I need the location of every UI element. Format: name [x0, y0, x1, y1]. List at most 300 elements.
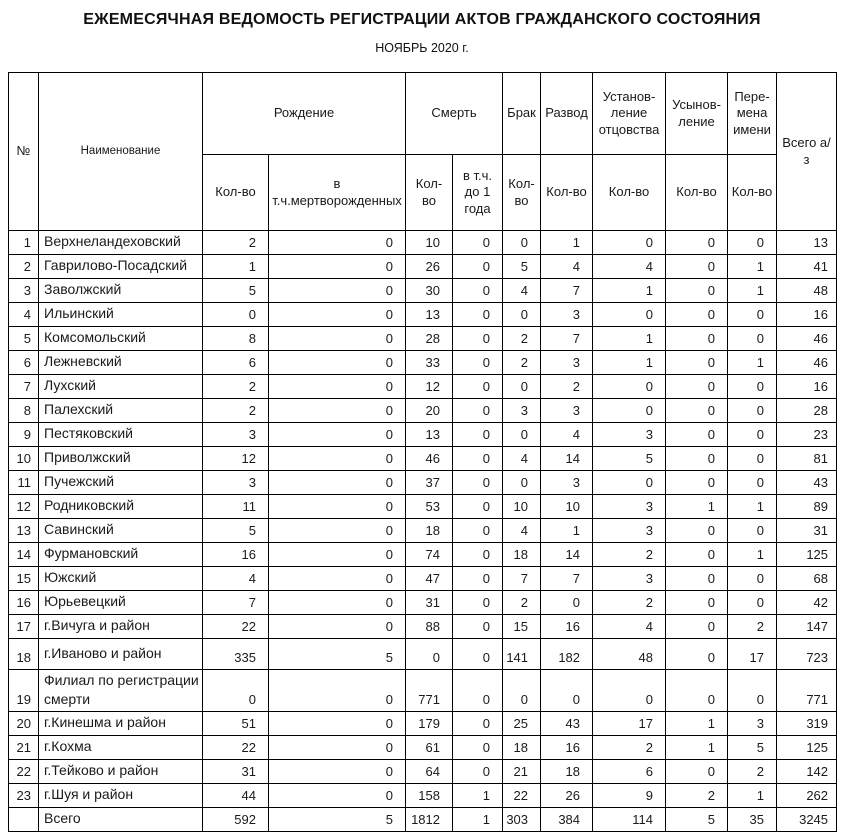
- value-cell: 0: [269, 471, 406, 495]
- value-cell: 1: [728, 255, 777, 279]
- value-cell: 2: [503, 351, 541, 375]
- value-cell: 43: [777, 471, 837, 495]
- value-cell: 22: [203, 736, 269, 760]
- value-cell: 47: [406, 567, 453, 591]
- value-cell: 0: [453, 639, 503, 670]
- value-cell: 64: [406, 760, 453, 784]
- value-cell: 0: [593, 375, 666, 399]
- table-row: [9, 639, 837, 670]
- value-cell: 81: [777, 447, 837, 471]
- value-cell: 0: [269, 303, 406, 327]
- header-name-change-count: Кол-во: [728, 155, 777, 231]
- value-cell: 5: [503, 255, 541, 279]
- value-cell: 10: [406, 231, 453, 255]
- value-cell: 158: [406, 784, 453, 808]
- value-cell: 4: [503, 519, 541, 543]
- name-cell: Фурмановский: [39, 543, 203, 567]
- value-cell: 21: [503, 760, 541, 784]
- value-cell: 0: [541, 591, 593, 615]
- value-cell: 61: [406, 736, 453, 760]
- value-cell: 0: [453, 736, 503, 760]
- value-cell: 0: [666, 471, 728, 495]
- value-cell: 31: [203, 760, 269, 784]
- value-cell: 0: [453, 567, 503, 591]
- value-cell: 1: [593, 351, 666, 375]
- header-paternity-count: Кол-во: [593, 155, 666, 231]
- value-cell: 5: [728, 736, 777, 760]
- value-cell: 4: [203, 567, 269, 591]
- name-cell: г.Кинешма и район: [39, 712, 203, 736]
- value-cell: 0: [666, 231, 728, 255]
- value-cell: 319: [777, 712, 837, 736]
- value-cell: 0: [728, 399, 777, 423]
- value-cell: 114: [593, 808, 666, 832]
- value-cell: 8: [203, 327, 269, 351]
- value-cell: 3: [203, 471, 269, 495]
- row-number-cell: 18: [9, 639, 39, 670]
- value-cell: 1: [593, 279, 666, 303]
- value-cell: 2: [666, 784, 728, 808]
- value-cell: 0: [453, 615, 503, 639]
- value-cell: 37: [406, 471, 453, 495]
- value-cell: 0: [503, 231, 541, 255]
- row-number-cell: 19: [9, 670, 39, 712]
- value-cell: 2: [503, 327, 541, 351]
- value-cell: 5: [593, 447, 666, 471]
- value-cell: 9: [593, 784, 666, 808]
- value-cell: 7: [541, 327, 593, 351]
- value-cell: 723: [777, 639, 837, 670]
- value-cell: 89: [777, 495, 837, 519]
- value-cell: 25: [503, 712, 541, 736]
- value-cell: 0: [453, 447, 503, 471]
- value-cell: 0: [593, 231, 666, 255]
- row-number-cell: 23: [9, 784, 39, 808]
- value-cell: 0: [453, 279, 503, 303]
- value-cell: 0: [666, 399, 728, 423]
- value-cell: 0: [269, 736, 406, 760]
- table-row: [9, 399, 837, 423]
- value-cell: 3: [593, 567, 666, 591]
- value-cell: 0: [269, 519, 406, 543]
- value-cell: 26: [541, 784, 593, 808]
- header-birth-count: Кол-во: [203, 155, 269, 231]
- table-header: [9, 73, 837, 231]
- value-cell: 3: [203, 423, 269, 447]
- table-row: [9, 375, 837, 399]
- value-cell: 4: [541, 423, 593, 447]
- value-cell: 18: [541, 760, 593, 784]
- value-cell: 5: [666, 808, 728, 832]
- value-cell: 303: [503, 808, 541, 832]
- value-cell: 0: [453, 543, 503, 567]
- header-row-number: №: [9, 73, 39, 231]
- value-cell: 335: [203, 639, 269, 670]
- value-cell: 4: [503, 279, 541, 303]
- row-number-cell: [9, 808, 39, 832]
- value-cell: 1: [593, 327, 666, 351]
- value-cell: 14: [541, 447, 593, 471]
- value-cell: 0: [728, 327, 777, 351]
- value-cell: 5: [269, 639, 406, 670]
- value-cell: 0: [666, 591, 728, 615]
- value-cell: 3: [593, 519, 666, 543]
- value-cell: 142: [777, 760, 837, 784]
- value-cell: 0: [503, 423, 541, 447]
- row-number-cell: 17: [9, 615, 39, 639]
- value-cell: 0: [503, 375, 541, 399]
- value-cell: 1: [728, 543, 777, 567]
- row-number-cell: 22: [9, 760, 39, 784]
- name-cell: г.Вичуга и район: [39, 615, 203, 639]
- row-number-cell: 4: [9, 303, 39, 327]
- value-cell: 0: [728, 447, 777, 471]
- page-subtitle: НОЯБРЬ 2020 г.: [375, 41, 469, 55]
- value-cell: 10: [541, 495, 593, 519]
- value-cell: 2: [728, 760, 777, 784]
- value-cell: 0: [666, 639, 728, 670]
- value-cell: 1: [728, 784, 777, 808]
- name-cell: Всего: [39, 808, 203, 832]
- value-cell: 6: [203, 351, 269, 375]
- value-cell: 3: [593, 423, 666, 447]
- value-cell: 182: [541, 639, 593, 670]
- value-cell: 7: [541, 567, 593, 591]
- table-row: [9, 231, 837, 255]
- value-cell: 15: [503, 615, 541, 639]
- value-cell: 0: [453, 303, 503, 327]
- table-row: [9, 784, 837, 808]
- value-cell: 18: [503, 543, 541, 567]
- row-number-cell: 13: [9, 519, 39, 543]
- value-cell: 0: [728, 567, 777, 591]
- value-cell: 0: [203, 670, 269, 712]
- value-cell: 0: [269, 670, 406, 712]
- value-cell: 125: [777, 736, 837, 760]
- table-row: [9, 519, 837, 543]
- value-cell: 2: [728, 615, 777, 639]
- header-divorce-count: Кол-во: [541, 155, 593, 231]
- value-cell: 0: [269, 784, 406, 808]
- value-cell: 771: [777, 670, 837, 712]
- value-cell: 179: [406, 712, 453, 736]
- value-cell: 0: [666, 351, 728, 375]
- value-cell: 48: [593, 639, 666, 670]
- value-cell: 0: [269, 231, 406, 255]
- name-cell: Южский: [39, 567, 203, 591]
- value-cell: 46: [777, 327, 837, 351]
- value-cell: 31: [406, 591, 453, 615]
- value-cell: 0: [593, 670, 666, 712]
- total-row: [9, 808, 837, 832]
- value-cell: 0: [503, 471, 541, 495]
- header-death-under1: в т.ч. до 1 года: [453, 155, 503, 231]
- value-cell: 1: [203, 255, 269, 279]
- value-cell: 0: [269, 760, 406, 784]
- name-cell: Верхнеландеховский: [39, 231, 203, 255]
- value-cell: 0: [269, 351, 406, 375]
- name-cell: Заволжский: [39, 279, 203, 303]
- row-number-cell: 1: [9, 231, 39, 255]
- name-cell: Пестяковский: [39, 423, 203, 447]
- value-cell: 0: [269, 327, 406, 351]
- name-cell: Пучежский: [39, 471, 203, 495]
- value-cell: 5: [269, 808, 406, 832]
- value-cell: 0: [453, 231, 503, 255]
- value-cell: 0: [728, 670, 777, 712]
- header-group-name-change: Пере-мена имени: [728, 73, 777, 155]
- value-cell: 3: [541, 303, 593, 327]
- value-cell: 1: [666, 495, 728, 519]
- table-row: [9, 255, 837, 279]
- value-cell: 48: [777, 279, 837, 303]
- value-cell: 1: [453, 808, 503, 832]
- value-cell: 31: [777, 519, 837, 543]
- value-cell: 20: [406, 399, 453, 423]
- header-birth-stillborn: в т.ч.мертворожденных: [269, 155, 406, 231]
- value-cell: 18: [406, 519, 453, 543]
- value-cell: 0: [269, 567, 406, 591]
- value-cell: 7: [503, 567, 541, 591]
- value-cell: 88: [406, 615, 453, 639]
- value-cell: 13: [406, 423, 453, 447]
- row-number-cell: 8: [9, 399, 39, 423]
- name-cell: Юрьевецкий: [39, 591, 203, 615]
- value-cell: 5: [203, 519, 269, 543]
- value-cell: 0: [269, 375, 406, 399]
- header-group-adoption: Усынов-ление: [666, 73, 728, 155]
- name-cell: Гаврилово-Посадский: [39, 255, 203, 279]
- table-row: [9, 615, 837, 639]
- header-group-death: Смерть: [406, 73, 503, 155]
- value-cell: 1: [453, 784, 503, 808]
- value-cell: 35: [728, 808, 777, 832]
- table-row: [9, 712, 837, 736]
- value-cell: 0: [666, 375, 728, 399]
- row-number-cell: 14: [9, 543, 39, 567]
- value-cell: 0: [593, 471, 666, 495]
- header-group-birth: Рождение: [203, 73, 406, 155]
- value-cell: 0: [666, 255, 728, 279]
- value-cell: 4: [593, 255, 666, 279]
- value-cell: 0: [666, 543, 728, 567]
- value-cell: 0: [453, 591, 503, 615]
- value-cell: 0: [593, 399, 666, 423]
- table-row: [9, 327, 837, 351]
- row-number-cell: 2: [9, 255, 39, 279]
- value-cell: 0: [453, 399, 503, 423]
- value-cell: 2: [593, 543, 666, 567]
- value-cell: 16: [777, 303, 837, 327]
- page-title: ЕЖЕМЕСЯЧНАЯ ВЕДОМОСТЬ РЕГИСТРАЦИИ АКТОВ ГРАЖДАНСКОГО СОСТОЯНИЯ: [83, 11, 761, 28]
- value-cell: 0: [269, 255, 406, 279]
- value-cell: 17: [593, 712, 666, 736]
- value-cell: 12: [406, 375, 453, 399]
- value-cell: 4: [503, 447, 541, 471]
- table-row: [9, 351, 837, 375]
- value-cell: 46: [406, 447, 453, 471]
- value-cell: 0: [453, 670, 503, 712]
- value-cell: 10: [503, 495, 541, 519]
- value-cell: 13: [406, 303, 453, 327]
- table-row: [9, 279, 837, 303]
- value-cell: 4: [541, 255, 593, 279]
- table-body: [9, 231, 837, 832]
- value-cell: 16: [541, 736, 593, 760]
- value-cell: 0: [453, 471, 503, 495]
- header-death-count: Кол-во: [406, 155, 453, 231]
- value-cell: 0: [666, 327, 728, 351]
- value-cell: 0: [666, 567, 728, 591]
- value-cell: 0: [728, 375, 777, 399]
- value-cell: 74: [406, 543, 453, 567]
- value-cell: 0: [453, 351, 503, 375]
- value-cell: 1: [541, 231, 593, 255]
- value-cell: 1: [666, 736, 728, 760]
- value-cell: 0: [728, 303, 777, 327]
- name-cell: Приволжский: [39, 447, 203, 471]
- table-row: [9, 543, 837, 567]
- value-cell: 0: [593, 303, 666, 327]
- value-cell: 384: [541, 808, 593, 832]
- row-number-cell: 11: [9, 471, 39, 495]
- value-cell: 0: [728, 471, 777, 495]
- value-cell: 0: [666, 303, 728, 327]
- table-row: [9, 591, 837, 615]
- value-cell: 3: [503, 399, 541, 423]
- table-row: [9, 567, 837, 591]
- value-cell: 2: [503, 591, 541, 615]
- value-cell: 22: [203, 615, 269, 639]
- value-cell: 53: [406, 495, 453, 519]
- name-cell: г.Шуя и район: [39, 784, 203, 808]
- value-cell: 2: [203, 399, 269, 423]
- value-cell: 43: [541, 712, 593, 736]
- value-cell: 41: [777, 255, 837, 279]
- name-cell: Комсомольский: [39, 327, 203, 351]
- value-cell: 2: [593, 591, 666, 615]
- value-cell: 0: [666, 279, 728, 303]
- value-cell: 0: [269, 591, 406, 615]
- value-cell: 16: [777, 375, 837, 399]
- value-cell: 44: [203, 784, 269, 808]
- value-cell: 0: [406, 639, 453, 670]
- value-cell: 46: [777, 351, 837, 375]
- value-cell: 0: [728, 519, 777, 543]
- value-cell: 2: [203, 231, 269, 255]
- value-cell: 51: [203, 712, 269, 736]
- value-cell: 7: [203, 591, 269, 615]
- value-cell: 1: [728, 279, 777, 303]
- value-cell: 0: [666, 615, 728, 639]
- name-cell: Лежневский: [39, 351, 203, 375]
- row-number-cell: 5: [9, 327, 39, 351]
- name-cell: г.Кохма: [39, 736, 203, 760]
- name-cell: Палехский: [39, 399, 203, 423]
- value-cell: 0: [503, 303, 541, 327]
- value-cell: 141: [503, 639, 541, 670]
- value-cell: 17: [728, 639, 777, 670]
- value-cell: 12: [203, 447, 269, 471]
- value-cell: 262: [777, 784, 837, 808]
- value-cell: 0: [269, 423, 406, 447]
- value-cell: 0: [269, 615, 406, 639]
- value-cell: 0: [541, 670, 593, 712]
- value-cell: 28: [406, 327, 453, 351]
- table-row: [9, 447, 837, 471]
- value-cell: 0: [203, 303, 269, 327]
- value-cell: 0: [453, 423, 503, 447]
- name-cell: Лухский: [39, 375, 203, 399]
- value-cell: 0: [666, 760, 728, 784]
- value-cell: 0: [453, 375, 503, 399]
- value-cell: 1: [541, 519, 593, 543]
- value-cell: 0: [269, 543, 406, 567]
- value-cell: 592: [203, 808, 269, 832]
- value-cell: 42: [777, 591, 837, 615]
- row-number-cell: 3: [9, 279, 39, 303]
- value-cell: 1: [728, 351, 777, 375]
- value-cell: 1: [666, 712, 728, 736]
- name-cell: г.Тейково и район: [39, 760, 203, 784]
- value-cell: 30: [406, 279, 453, 303]
- value-cell: 0: [666, 670, 728, 712]
- value-cell: 0: [728, 231, 777, 255]
- value-cell: 0: [453, 519, 503, 543]
- row-number-cell: 7: [9, 375, 39, 399]
- value-cell: 3: [541, 351, 593, 375]
- header-group-marriage: Брак: [503, 73, 541, 155]
- table-row: [9, 471, 837, 495]
- header-group-row: [9, 73, 837, 155]
- value-cell: 0: [666, 447, 728, 471]
- header-marriage-count: Кол-во: [503, 155, 541, 231]
- value-cell: 5: [203, 279, 269, 303]
- header-name: Наименование: [39, 73, 203, 231]
- value-cell: 125: [777, 543, 837, 567]
- value-cell: 0: [453, 760, 503, 784]
- value-cell: 0: [453, 255, 503, 279]
- row-number-cell: 12: [9, 495, 39, 519]
- value-cell: 771: [406, 670, 453, 712]
- value-cell: 3245: [777, 808, 837, 832]
- value-cell: 3: [593, 495, 666, 519]
- value-cell: 2: [593, 736, 666, 760]
- value-cell: 0: [728, 423, 777, 447]
- name-cell: г.Иваново и район: [39, 639, 203, 670]
- value-cell: 2: [203, 375, 269, 399]
- row-number-cell: 6: [9, 351, 39, 375]
- name-cell: Филиал по регистрации смерти: [39, 670, 203, 712]
- value-cell: 7: [541, 279, 593, 303]
- value-cell: 22: [503, 784, 541, 808]
- row-number-cell: 16: [9, 591, 39, 615]
- value-cell: 147: [777, 615, 837, 639]
- value-cell: 0: [269, 447, 406, 471]
- value-cell: 26: [406, 255, 453, 279]
- value-cell: 4: [593, 615, 666, 639]
- row-number-cell: 15: [9, 567, 39, 591]
- value-cell: 33: [406, 351, 453, 375]
- table-row: [9, 495, 837, 519]
- value-cell: 0: [666, 519, 728, 543]
- value-cell: 1: [728, 495, 777, 519]
- row-number-cell: 20: [9, 712, 39, 736]
- name-cell: Ильинский: [39, 303, 203, 327]
- value-cell: 16: [541, 615, 593, 639]
- value-cell: 0: [269, 399, 406, 423]
- value-cell: 0: [269, 495, 406, 519]
